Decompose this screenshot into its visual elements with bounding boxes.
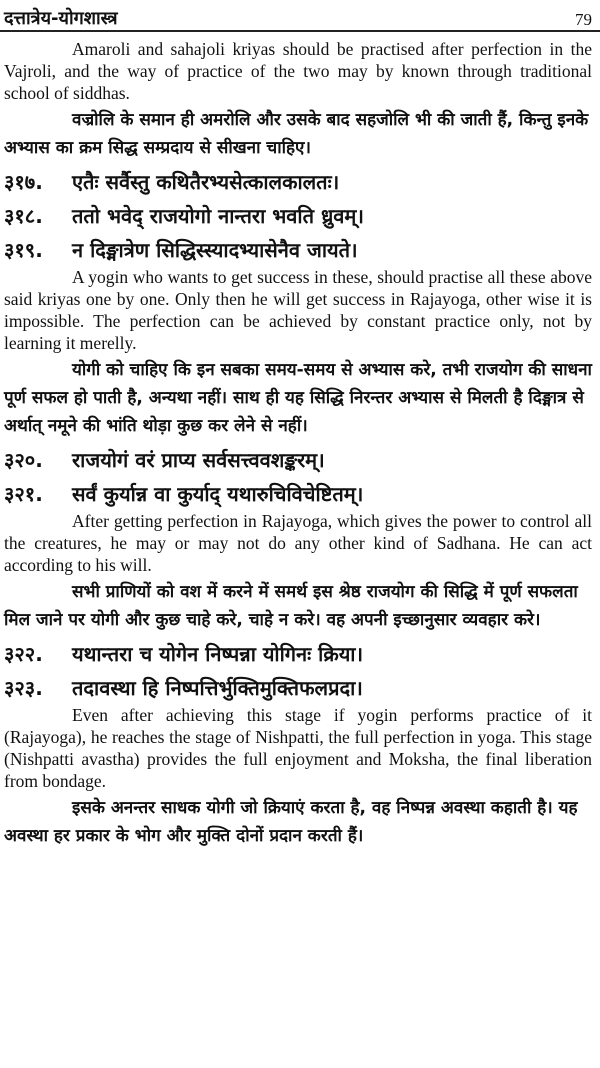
verse-number: ३१८. — [4, 203, 43, 228]
english-translation: After getting perfection in Rajayoga, which gives the power to control all the creatures, he may or may not do any other kind of Sadhana. He can act according to his will. — [4, 511, 592, 575]
page-header — [0, 0, 600, 32]
english-translation: A yogin who wants to get success in these, should practise all these above said kriyas one by one. Only then he will get success in Rajayoga, other wise it is impossible. The perfection can be achieved by constant practice only, not by learning it merelly. — [4, 267, 592, 353]
running-title: दत्तात्रेय-योगशास्त्र — [4, 8, 118, 29]
verse-text: एतैः सर्वैस्तु कथितैरभ्यसेत्कालकालतः। — [72, 169, 340, 194]
hindi-commentary: सभी प्राणियों को वश में करने में समर्थ इस श्रेष्ठ राजयोग की सिद्धि में पूर्ण सफलता मिल जाने पर योगी और कुछ चाहे करे, चाहे न करे। वह अपनी इच्छानुसार व्यवहार करे। — [4, 582, 578, 630]
verse-317 — [4, 164, 596, 198]
hindi-commentary: इसके अनन्तर साधक योगी जो क्रियाएं करता है, वह निष्पन्न अवस्था कहाती है। यह अवस्था हर प्रकार के भोग और मुक्ति दोनों प्रदान करती हैं। — [4, 798, 578, 846]
hindi-commentary: योगी को चाहिए कि इन सबका समय-समय से अभ्यास करे, तभी राजयोग की साधना पूर्ण सफल हो पाती है, अन्यथा नहीं। साथ ही यह सिद्धि निरन्तर अभ्यास से मिलती है दिङ्मात्र से अर्थात् नमूने की भांति थोड़ा कुछ कर लेने से नहीं। — [4, 360, 592, 436]
verse-319 — [4, 232, 596, 266]
verse-text: तदावस्था हि निष्पत्तिर्भुक्तिमुक्तिफलप्रदा। — [72, 675, 363, 700]
verse-text: सर्वं कुर्यान्न वा कुर्याद् यथारुचिविचेष्टितम्। — [72, 481, 364, 506]
verse-320 — [4, 442, 596, 476]
verse-321 — [4, 476, 596, 510]
verse-number: ३२२. — [4, 641, 43, 666]
verse-text: न दिङ्मात्रेण सिद्धिस्स्यादभ्यासेनैव जायते। — [72, 237, 358, 262]
verse-number: ३२०. — [4, 447, 43, 472]
verse-318 — [4, 198, 596, 232]
verse-number: ३२१. — [4, 481, 43, 506]
verse-text: ततो भवेद् राजयोगो नान्तरा भवति ध्रुवम्। — [72, 203, 364, 228]
page-number: 79 — [575, 10, 592, 29]
verse-text: यथान्तरा च योगेन निष्पन्ना योगिनः क्रिया। — [72, 641, 364, 666]
verse-text: राजयोगं वरं प्राप्य सर्वसत्त्ववशङ्करम्। — [72, 447, 325, 472]
verse-323 — [4, 670, 596, 704]
english-translation: Even after achieving this stage if yogin performs practice of it (Rajayoga), he reaches the stage of Nishpatti, the full perfection in yoga. This stage (Nishpatti avastha) provides the full enjoyment and Moksha, the final liberation from bondage. — [4, 705, 592, 791]
english-translation: Amaroli and sahajoli kriyas should be practised after perfection in the Vajroli, and the way of practice of the two may by known through traditional school of siddhas. — [4, 39, 592, 103]
verse-number: ३१७. — [4, 169, 43, 194]
hindi-commentary: वज्रोलि के समान ही अमरोलि और उसके बाद सहजोलि भी की जाती हैं, किन्तु इनके अभ्यास का क्रम सिद्ध सम्प्रदाय से सीखना चाहिए। — [4, 110, 589, 158]
verse-number: ३१९. — [4, 237, 43, 262]
verse-number: ३२३. — [4, 675, 43, 700]
verse-322 — [4, 636, 596, 670]
